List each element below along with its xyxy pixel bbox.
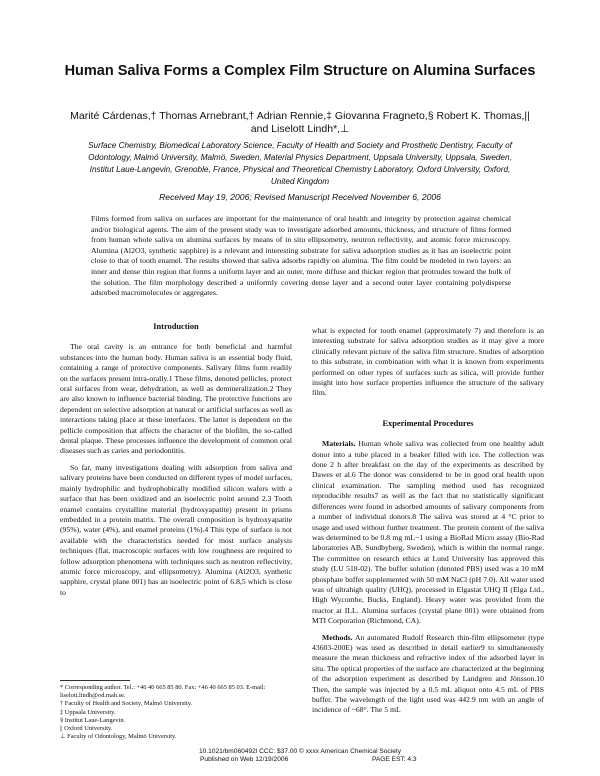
left-column [60, 322, 292, 604]
page-estimate: PAGE EST: 4.3 [372, 756, 417, 763]
section-heading-experimental: Experimental Procedures [382, 418, 474, 428]
footnotes [60, 684, 292, 741]
affiliations: Surface Chemistry, Biomedical Laboratory Science, Faculty of Health and Society and Prosthetic Dentistry, Faculty of Odontology, Malmö University, Malmö, Sweden, Material Physics Department, Uppsala University, Uppsala, Sweden, Institut Laue-Langevin, Grenoble, France, Physical and Theoretical Chemistry Laboratory, Oxford University, Oxford, United Kingdom [88, 141, 512, 186]
published-date: Published on Web 12/19/2006 [200, 756, 289, 763]
intro-paragraph-1: The oral cavity is an entrance for both beneficial and harmful substances into the human body. Human saliva is an essential body fluid, containing a range of protective components. Salivary films form readily on the surfaces present intra-orally.1 These films, denoted pellicles, protect oral surfaces from wear, dehydration, as well as demineralization.2 They are also known to influence bacterial binding. The protective functions are dependent on selective adsorption at natural or artificial surfaces as well as interactions taking place at these interfaces. The latter is dependent on the pellicle composition that affects the character of the biofilm, the so-called dental plaque. These processes influence the development of common oral diseases such as caries and periodontitis. [60, 342, 292, 456]
materials-text: Human whole saliva was collected from one healthy adult donor into a tube placed in a beaker filled with ice. The collection was done 2 h after breakfast on the day of the experiments as described by Dawes et al.6 The donor was considered to be in good oral health upon clinical examination. The sampling method used has recognized reproducible results7 as well as the fact that no statistically significant differences were found in adsorbed amounts of salivary components from a number of individual donors.8 The saliva was stored at 4 °C prior to usage and used without further treatment. The protein content of the saliva was determined to be 0.8 mg mL−1 using a BioRad Micro assay (Bio-Rad laboratories AB, Sundbyberg, Sweden), which is within the normal range. The committee on research ethics at Lund University has approved this study (LU 518-02). The buffer solution (denoted PBS) used was a 10 mM phosphate buffer supplemented with 50 mM NaCl (pH 7.0). All water used was of ultrahigh quality (UHQ), processed in Elgastat UHQ II (Elga Ltd., High Wycombe, Bucks, England). Heavy water was provided from the reactor at ILL. Alumina surfaces (crystal plane 001) were obtained from MTI Corporation (Richmond, CA). [312, 439, 544, 626]
section-heading-introduction: Introduction [153, 322, 199, 331]
abstract: Films formed from saliva on surfaces are important for the maintenance of oral health and integrity by protection against chemical and/or biological agents. The aim of the present study was to investigate adsorbed amounts, thickness, and structure of films formed from human whole saliva on alumina surfaces by means of in situ ellipsometry, neutron reflectivity, and atomic force microscopy. Alumina (Al2O3, synthetic sapphire) is a relevant and interesting substrate for saliva adsorption studies as it has an isoelectric point close to that of tooth enamel. The results showed that saliva adsorbs rapidly on alumina. The film could be modeled in two layers: an inner and dense thin region that forms a uniform layer and an outer, more diffuse and thicker region that protrudes toward the bulk of the solution. The film morphology described a uniformly covering dense layer and a second outer layer containing polydisperse adsorbed macromolecules or aggregates. [91, 214, 511, 298]
intro-paragraph-2: So far, many investigations dealing with adsorption from saliva and salivary proteins have been conducted on different types of model surfaces, mainly hydrophilic and hydrophobically modified silicon wafers with a surface that has been oxidized and an isoelectric point around 2.3 Tooth enamel contains crystalline material (hydroxyapatite) present in prisms embedded in a protein matrix. The overall composition is hydroxyapatite (95%), water (4%), and enamel proteins (1%).4 This type of surface is not available with the characteristics needed for most surface analysis techniques (flat, macroscopic surfaces with low roughness are required to follow adsorption phenomena with techniques such as neutron reflectivity, atomic force microscopy, and ellipsometry). Alumina (Al2O3, synthetic sapphire, crystal plane 001) has an isoelectric point of 6.8,5 which is close to [60, 462, 292, 597]
materials-label: Materials. [322, 439, 356, 449]
footer-row [60, 756, 540, 765]
right-column [312, 326, 544, 722]
author-list: Marité Cárdenas,† Thomas Arnebrant,† Adrian Rennie,‡ Giovanna Fragneto,§ Robert K. Thomas,|| and Liselott Lindh*,⊥ [70, 110, 530, 135]
footnote-affiliation: || Oxford University. [60, 725, 113, 733]
doi-line: 10.1021/bm060492l CCC: $37.00 © xxxx American Chemical Society [198, 748, 402, 755]
footnote-affiliation: ⊥ Faculty of Odontology, Malmö University. [60, 733, 177, 741]
footnote-affiliation: † Faculty of Health and Society, Malmö University. [60, 700, 193, 708]
section-spacer [312, 405, 544, 419]
intro-continuation: what is expected for tooth enamel (approximately 7) and therefore is an interesting substrate for saliva adsorption studies as it may give a more clinically relevant picture of the saliva film structure. Studies of adsorption to this substrate, in combination with what it is known from experiments performed on other types of surfaces such as silica, will provide further insight into how surface properties influence the structure of the salivary film. [312, 326, 544, 398]
methods-paragraph [312, 633, 544, 716]
article-title: Human Saliva Forms a Complex Film Structure on Alumina Surfaces [64, 63, 536, 79]
footnote-corresponding-author: * Corresponding author. Tel.: +46 40 665 85 80. Fax: +46 40 665 85 03. E-mail: liselott.lindh@od.mah.se. [60, 684, 266, 700]
methods-text: An automated Rudolf Research thin-film ellipsometer (type 43603-200E) was used as described in detail earlier9 to simultaneously measure the mean thickness and refractive index of the adsorbed layer in situ. The optical properties of the surface are characterized at the beginning of the adsorption experiment as described by Landgren and Jönsson.10 Then, the sample was injected by a 0.5 mL aliquot onto 4.5 mL of PBS buffer. The wavelength of the light used was 442.9 nm with an angle of incidence of ~68°. The 5 mL [312, 632, 544, 715]
footnote-affiliation: § Institut Laue-Langevin. [60, 716, 126, 724]
page-footer [60, 748, 540, 765]
footnote-rule [60, 680, 130, 681]
footnote-affiliation: ‡ Uppsala University. [60, 708, 116, 716]
methods-label: Methods. [322, 632, 353, 642]
materials-paragraph [312, 439, 544, 626]
received-dates: Received May 19, 2006; Revised Manuscript Received November 6, 2006 [159, 192, 441, 202]
